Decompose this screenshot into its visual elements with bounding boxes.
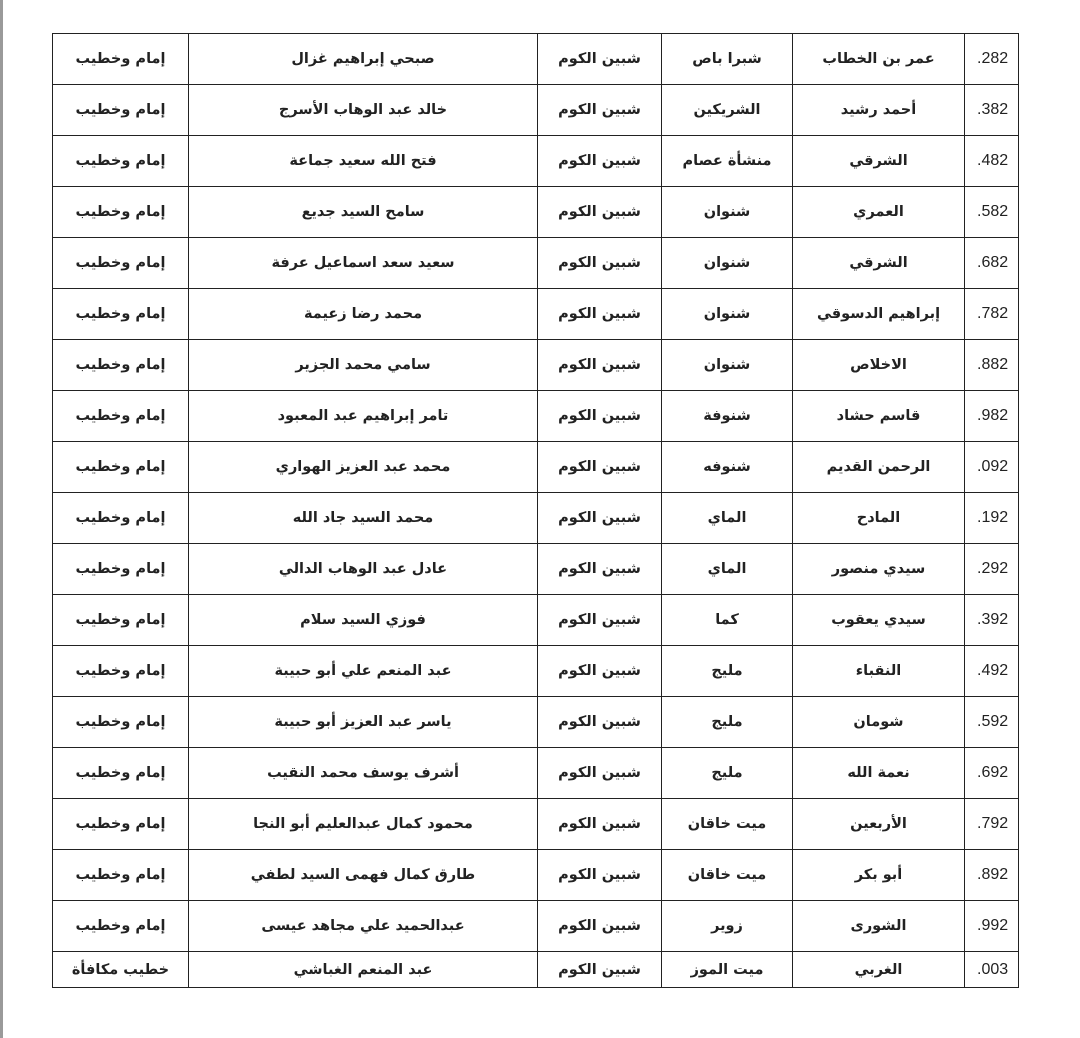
- name-cell: أشرف يوسف محمد النقيب: [189, 748, 538, 799]
- mosque-cell: إبراهيم الدسوقي: [793, 289, 965, 340]
- role-cell: إمام وخطيب: [53, 391, 189, 442]
- name-cell: محمد عبد العزيز الهواري: [189, 442, 538, 493]
- mosque-cell: المادح: [793, 493, 965, 544]
- number-cell: .392: [965, 595, 1019, 646]
- village-cell: الشريكين: [662, 85, 793, 136]
- markaz-cell: شبين الكوم: [538, 748, 662, 799]
- number-cell: .492: [965, 646, 1019, 697]
- table-row: [53, 952, 1019, 988]
- number-cell: .092: [965, 442, 1019, 493]
- village-cell: منشأة عصام: [662, 136, 793, 187]
- markaz-cell: شبين الكوم: [538, 34, 662, 85]
- village-cell: شبرا باص: [662, 34, 793, 85]
- role-cell: إمام وخطيب: [53, 697, 189, 748]
- village-cell: مليج: [662, 646, 793, 697]
- number-cell: .982: [965, 391, 1019, 442]
- mosque-cell: العمري: [793, 187, 965, 238]
- table-row: [53, 748, 1019, 799]
- markaz-cell: شبين الكوم: [538, 901, 662, 952]
- role-cell: إمام وخطيب: [53, 544, 189, 595]
- name-cell: طارق كمال فهمى السيد لطفي: [189, 850, 538, 901]
- table-row: [53, 238, 1019, 289]
- markaz-cell: شبين الكوم: [538, 544, 662, 595]
- village-cell: ميت خاقان: [662, 799, 793, 850]
- village-cell: مليج: [662, 748, 793, 799]
- mosque-cell: الغربي: [793, 952, 965, 988]
- number-cell: .992: [965, 901, 1019, 952]
- role-cell: إمام وخطيب: [53, 646, 189, 697]
- role-cell: إمام وخطيب: [53, 238, 189, 289]
- markaz-cell: شبين الكوم: [538, 340, 662, 391]
- number-cell: .582: [965, 187, 1019, 238]
- mosque-cell: الرحمن القديم: [793, 442, 965, 493]
- table-row: [53, 391, 1019, 442]
- name-cell: عبدالحميد علي مجاهد عيسى: [189, 901, 538, 952]
- mosque-cell: الأربعين: [793, 799, 965, 850]
- table-row: [53, 799, 1019, 850]
- mosque-cell: النقباء: [793, 646, 965, 697]
- role-cell: إمام وخطيب: [53, 901, 189, 952]
- mosque-cell: نعمة الله: [793, 748, 965, 799]
- table-row: [53, 340, 1019, 391]
- table-row: [53, 697, 1019, 748]
- number-cell: .292: [965, 544, 1019, 595]
- markaz-cell: شبين الكوم: [538, 136, 662, 187]
- markaz-cell: شبين الكوم: [538, 646, 662, 697]
- mosque-cell: شومان: [793, 697, 965, 748]
- number-cell: .882: [965, 340, 1019, 391]
- mosque-cell: قاسم حشاد: [793, 391, 965, 442]
- markaz-cell: شبين الكوم: [538, 238, 662, 289]
- village-cell: مليج: [662, 697, 793, 748]
- mosque-cell: عمر بن الخطاب: [793, 34, 965, 85]
- village-cell: الماي: [662, 493, 793, 544]
- name-cell: سامي محمد الجزير: [189, 340, 538, 391]
- role-cell: إمام وخطيب: [53, 34, 189, 85]
- number-cell: .792: [965, 799, 1019, 850]
- number-cell: .482: [965, 136, 1019, 187]
- number-cell: .192: [965, 493, 1019, 544]
- mosque-cell: سيدي منصور: [793, 544, 965, 595]
- role-cell: إمام وخطيب: [53, 850, 189, 901]
- role-cell: إمام وخطيب: [53, 136, 189, 187]
- number-cell: .892: [965, 850, 1019, 901]
- table-row: [53, 34, 1019, 85]
- village-cell: زوير: [662, 901, 793, 952]
- role-cell: إمام وخطيب: [53, 493, 189, 544]
- markaz-cell: شبين الكوم: [538, 595, 662, 646]
- name-cell: تامر إبراهيم عبد المعبود: [189, 391, 538, 442]
- name-cell: عادل عبد الوهاب الدالي: [189, 544, 538, 595]
- name-cell: محمد السيد جاد الله: [189, 493, 538, 544]
- table-row: [53, 442, 1019, 493]
- table-row: [53, 595, 1019, 646]
- village-cell: كما: [662, 595, 793, 646]
- village-cell: الماي: [662, 544, 793, 595]
- name-cell: محمد رضا زعيمة: [189, 289, 538, 340]
- village-cell: شنوان: [662, 340, 793, 391]
- role-cell: إمام وخطيب: [53, 85, 189, 136]
- table-row: [53, 646, 1019, 697]
- table-row: [53, 850, 1019, 901]
- role-cell: إمام وخطيب: [53, 289, 189, 340]
- markaz-cell: شبين الكوم: [538, 493, 662, 544]
- table-row: [53, 493, 1019, 544]
- name-cell: عبد المنعم علي أبو حبيبة: [189, 646, 538, 697]
- table-row: [53, 544, 1019, 595]
- village-cell: ميت الموز: [662, 952, 793, 988]
- markaz-cell: شبين الكوم: [538, 697, 662, 748]
- name-cell: محمود كمال عبدالعليم أبو النجا: [189, 799, 538, 850]
- role-cell: إمام وخطيب: [53, 595, 189, 646]
- role-cell: إمام وخطيب: [53, 187, 189, 238]
- markaz-cell: شبين الكوم: [538, 289, 662, 340]
- number-cell: .782: [965, 289, 1019, 340]
- mosque-cell: الشورى: [793, 901, 965, 952]
- village-cell: شنوفة: [662, 391, 793, 442]
- name-cell: خالد عبد الوهاب الأسرج: [189, 85, 538, 136]
- table-row: [53, 136, 1019, 187]
- markaz-cell: شبين الكوم: [538, 799, 662, 850]
- village-cell: شنوفه: [662, 442, 793, 493]
- village-cell: شنوان: [662, 289, 793, 340]
- markaz-cell: شبين الكوم: [538, 442, 662, 493]
- table-row: [53, 187, 1019, 238]
- number-cell: .003: [965, 952, 1019, 988]
- mosque-cell: سيدي يعقوب: [793, 595, 965, 646]
- markaz-cell: شبين الكوم: [538, 391, 662, 442]
- name-cell: صبحي إبراهيم غزال: [189, 34, 538, 85]
- role-cell: إمام وخطيب: [53, 799, 189, 850]
- markaz-cell: شبين الكوم: [538, 85, 662, 136]
- role-cell: إمام وخطيب: [53, 748, 189, 799]
- mosque-cell: الاخلاص: [793, 340, 965, 391]
- name-cell: عبد المنعم الغباشي: [189, 952, 538, 988]
- mosque-cell: أبو بكر: [793, 850, 965, 901]
- role-cell: إمام وخطيب: [53, 442, 189, 493]
- markaz-cell: شبين الكوم: [538, 850, 662, 901]
- number-cell: .692: [965, 748, 1019, 799]
- name-cell: فتح الله سعيد جماعة: [189, 136, 538, 187]
- village-cell: شنوان: [662, 187, 793, 238]
- markaz-cell: شبين الكوم: [538, 952, 662, 988]
- name-cell: ياسر عبد العزيز أبو حبيبة: [189, 697, 538, 748]
- markaz-cell: شبين الكوم: [538, 187, 662, 238]
- number-cell: .382: [965, 85, 1019, 136]
- table-row: [53, 85, 1019, 136]
- mosque-cell: أحمد رشيد: [793, 85, 965, 136]
- role-cell: إمام وخطيب: [53, 340, 189, 391]
- role-cell: خطيب مكافأة: [53, 952, 189, 988]
- number-cell: .282: [965, 34, 1019, 85]
- number-cell: .682: [965, 238, 1019, 289]
- name-cell: سامح السيد جديع: [189, 187, 538, 238]
- table-row: [53, 901, 1019, 952]
- name-cell: فوزي السيد سلام: [189, 595, 538, 646]
- village-cell: شنوان: [662, 238, 793, 289]
- number-cell: .592: [965, 697, 1019, 748]
- mosque-cell: الشرقي: [793, 238, 965, 289]
- name-cell: سعيد سعد اسماعيل عرفة: [189, 238, 538, 289]
- village-cell: ميت خاقان: [662, 850, 793, 901]
- page-edge: [0, 0, 3, 1038]
- table-row: [53, 289, 1019, 340]
- mosque-cell: الشرقي: [793, 136, 965, 187]
- imams-table: [52, 33, 1019, 988]
